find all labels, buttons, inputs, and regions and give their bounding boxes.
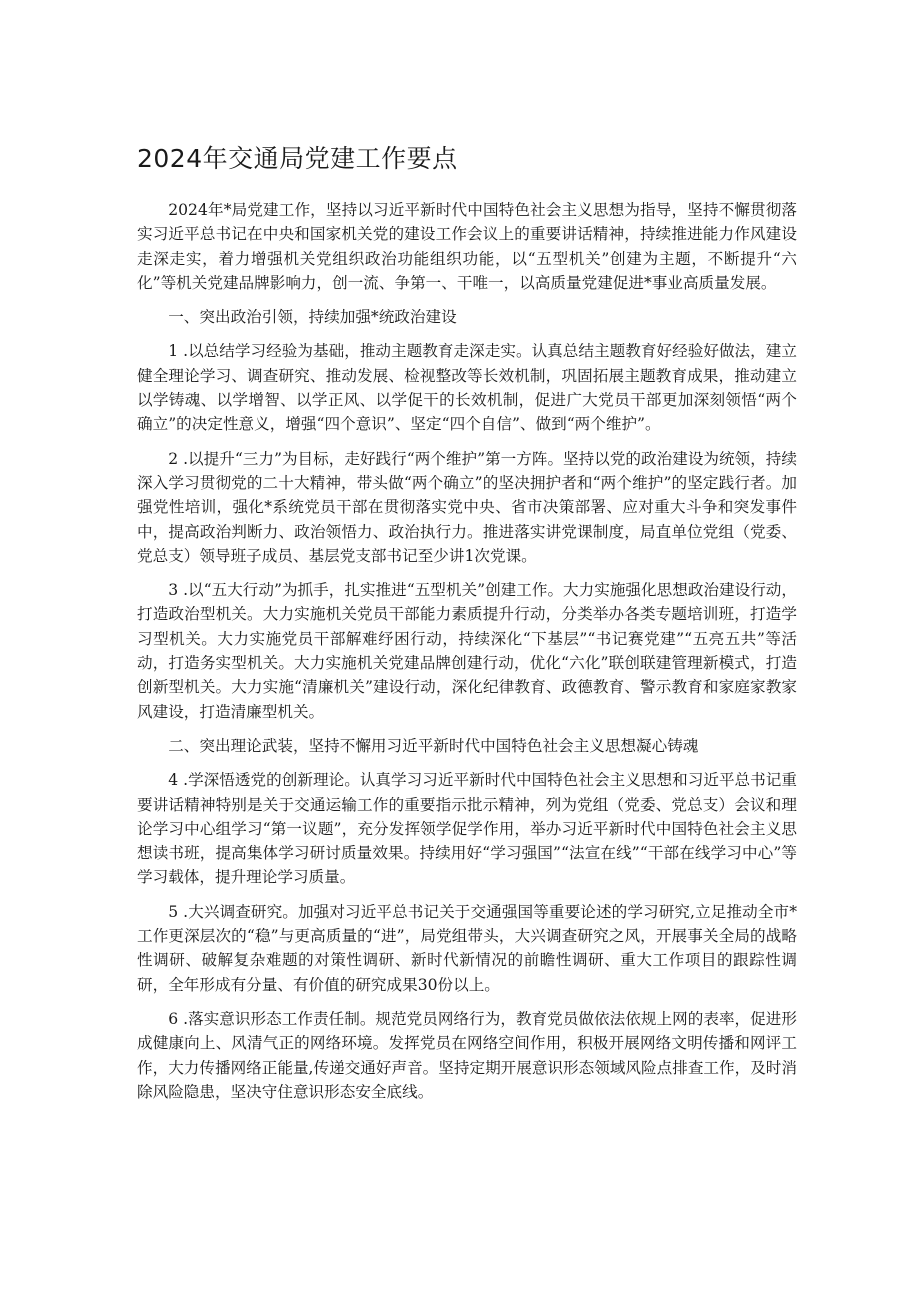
intro-paragraph: 2024年*局党建工作，坚持以习近平新时代中国特色社会主义思想为指导，坚持不懈贯彻落实习近平总书记在中央和国家机关党的建设工作会议上的重要讲话精神，持续推进能力作风建设走深走实，着力增强机关党组织政治功能组织功能，以“五型机关”创建为主题，不断提升“六化”等机关党建品牌影响力，创一流、争第一、干唯一，以高质量党建促进*事业高质量发展。 bbox=[137, 201, 797, 292]
item-paragraph-3: 3 .以“五大行动”为抓手，扎实推进“五型机关”创建工作。大力实施强化思想政治建设行动，打造政治型机关。大力实施机关党员干部能力素质提升行动，分类举办各类专题培训班，打造学习型机关。大力实施党员干部解难纾困行动，持续深化“下基层”“书记赛党建”“五亮五共”等活动，打造务实型机关。大力实施机关党建品牌创建行动，优化“六化”联创联建管理新模式，打造创新型机关。大力实施“清廉机关”建设行动，深化纪律教育、政德教育、警示教育和家庭家教家风建设，打造清廉型机关。 bbox=[137, 581, 797, 721]
section-heading-1: 一、突出政治引领，持续加强*统政治建设 bbox=[168, 308, 457, 327]
document-page bbox=[137, 142, 797, 1114]
item-paragraph-6: 6 .落实意识形态工作责任制。规范党员网络行为，教育党员做依法依规上网的表率，促进形成健康向上、风清气正的网络环境。发挥党员在网络空间作用，积极开展网络文明传播和网评工作，大力传播网络正能量,传递交通好声音。坚持定期开展意识形态领域风险点排查工作，及时消除风险隐患，坚决守住意识形态安全底线。 bbox=[137, 1009, 797, 1101]
item-paragraph-5: 5 .大兴调查研究。加强对习近平总书记关于交通强国等重要论述的学习研究,立足推动全市*工作更深层次的“稳”与更高质量的“进”，局党组带头，大兴调查研究之风，开展事关全局的战略性调研、破解复杂难题的对策性调研、新时代新情况的前瞻性调研、重大工作项目的跟踪性调研，全年形成有分量、有价值的研究成果30份以上。 bbox=[137, 902, 797, 994]
item-paragraph-2: 2 .以提升“三力”为目标，走好践行“两个维护”第一方阵。坚持以党的政治建设为统领，持续深入学习贯彻党的二十大精神，带头做“两个确立”的坚决拥护者和“两个维护”的坚定践行者。加强党性培训，强化*系统党员干部在贯彻落实党中央、省市决策部署、应对重大斗争和突发事件中，提高政治判断力、政治领悟力、政治执行力。推进落实讲党课制度，局直单位党组（党委、党总支）领导班子成员、基层党支部书记至少讲1次党课。 bbox=[137, 449, 797, 565]
item-paragraph-1: 1 .以总结学习经验为基础，推动主题教育走深走实。认真总结主题教育好经验好做法，建立健全理论学习、调查研究、推动发展、检视整改等长效机制，巩固拓展主题教育成果，推动建立以学铸魂、以学增智、以学正风、以学促干的长效机制，促进广大党员干部更加深刻领悟“两个确立”的决定性意义，增强“四个意识”、坚定“四个自信”、做到“两个维护”。 bbox=[137, 342, 797, 434]
document-title: 2024年交通局党建工作要点 bbox=[137, 144, 458, 173]
item-paragraph-4: 4 .学深悟透党的创新理论。认真学习习近平新时代中国特色社会主义思想和习近平总书记重要讲话精神特别是关于交通运输工作的重要指示批示精神，列为党组（党委、党总支）会议和理论学习中心组学习“第一议题”，充分发挥领学促学作用，举办习近平新时代中国特色社会主义思想读书班，提高集体学习研讨质量效果。持续用好“学习强国”“法宣在线”“干部在线学习中心”等学习载体，提升理论学习质量。 bbox=[137, 771, 797, 887]
section-heading-2: 二、突出理论武装，坚持不懈用习近平新时代中国特色社会主义思想凝心铸魂 bbox=[168, 736, 699, 755]
